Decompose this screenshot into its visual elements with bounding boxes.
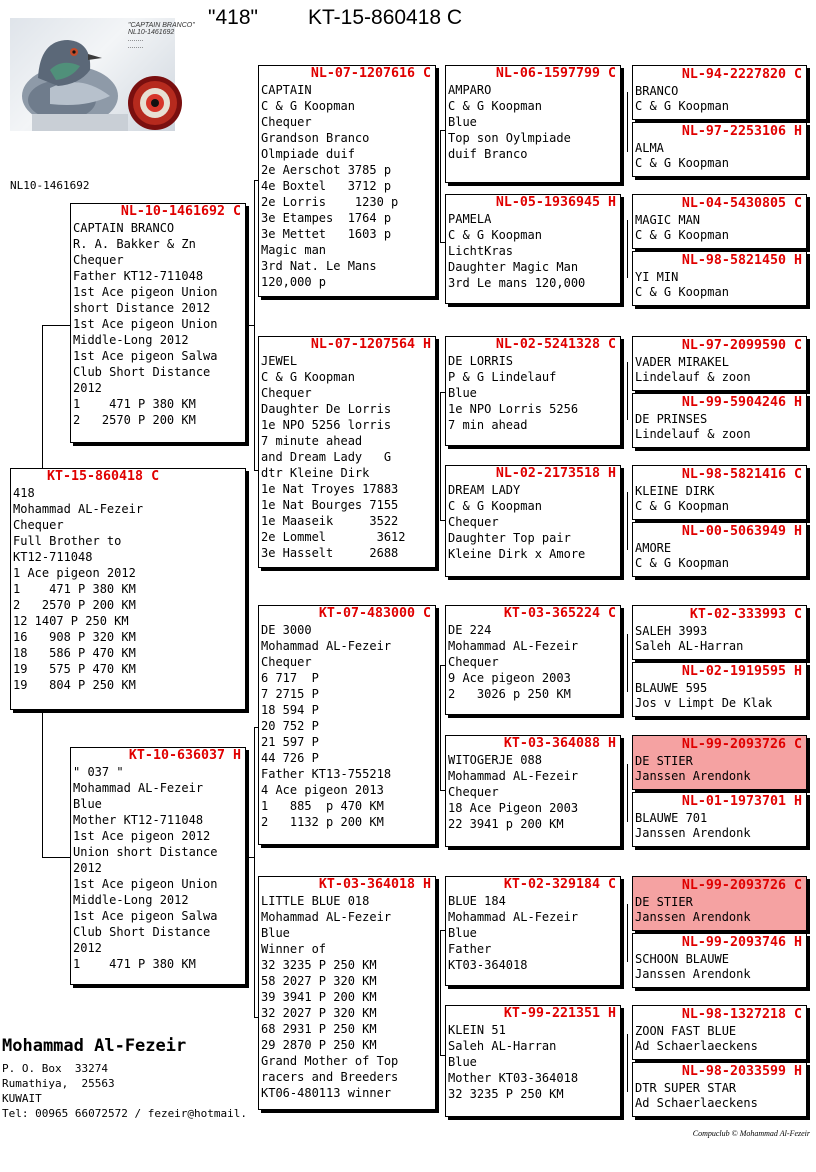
connector [627, 362, 628, 420]
detail-line: WITOGERJE 088 [448, 753, 542, 767]
detail-line: 2e Lorris 1230 p [261, 195, 399, 209]
detail-line: KT03-364018 [448, 958, 528, 972]
detail-line: DE LORRIS [448, 354, 514, 368]
detail-line: Chequer [448, 515, 499, 529]
detail-line: DE 3000 [261, 623, 312, 637]
detail-line: Club Short Distance [73, 925, 211, 939]
detail-line: Full Brother to [13, 534, 122, 548]
detail-line: Ad Schaerlaeckens [635, 1039, 758, 1053]
gen3-card [445, 605, 621, 715]
gen4-card-highlighted [632, 735, 807, 790]
pigeon-details [633, 624, 806, 654]
detail-line: 19 575 P 470 KM [13, 662, 136, 676]
detail-line: Daughter Magic Man [448, 260, 579, 274]
detail-line: racers and Breeders [261, 1070, 399, 1084]
detail-line: Blue [73, 797, 102, 811]
detail-line: C & G Koopman [261, 370, 355, 384]
connector [42, 325, 70, 326]
ring-number: KT-02-333993 C [689, 607, 802, 622]
ring-number: NL-00-5063949 H [681, 524, 802, 539]
detail-line: 2 2570 P 200 KM [13, 598, 136, 612]
pigeon-details [446, 1022, 620, 1102]
pigeon-details [11, 485, 245, 693]
pigeon-details [633, 681, 806, 711]
gen4-card [632, 251, 807, 306]
detail-line: Chequer [13, 518, 64, 532]
gen4-card [632, 65, 807, 120]
connector [254, 727, 255, 1017]
detail-line: C & G Koopman [635, 99, 729, 113]
connector [42, 710, 43, 858]
gen3-card [445, 1005, 621, 1117]
pigeon-details [259, 893, 435, 1101]
ring-number: KT-15-860418 C [47, 469, 160, 484]
pigeon-details [446, 752, 620, 832]
detail-line: Janssen Arendonk [635, 967, 751, 981]
ring-number: NL-05-1936945 H [495, 195, 616, 210]
detail-line: Top son Oylmpiade [448, 131, 571, 145]
detail-line: 7 min ahead [448, 418, 528, 432]
gen3-card [445, 194, 621, 304]
pigeon-details [633, 141, 806, 171]
detail-line: 1 885 p 470 KM [261, 799, 384, 813]
gen4-card [632, 465, 807, 520]
detail-line: Saleh AL-Harran [448, 1039, 557, 1053]
detail-line: C & G Koopman [635, 499, 729, 513]
connector [627, 634, 628, 692]
gen4-card [632, 522, 807, 577]
gen4-card [632, 1062, 807, 1117]
ring-number: NL-99-5904246 H [681, 395, 802, 410]
detail-line: Mohammad AL-Fezeir [261, 639, 392, 653]
detail-line: Father KT13-755218 [261, 767, 392, 781]
pigeon-details [633, 952, 806, 982]
detail-line: 1st Ace pigeon Union [73, 877, 218, 891]
connector [627, 1034, 628, 1092]
ring-number: KT-03-365224 C [503, 606, 616, 621]
detail-line: 1st Ace pigeon Salwa [73, 349, 218, 363]
detail-line: Janssen Arendonk [635, 910, 751, 924]
pigeon-details [633, 541, 806, 571]
pigeon-details [633, 84, 806, 114]
detail-line: Lindelauf & zoon [635, 427, 751, 441]
detail-line: Olmpiade duif [261, 147, 355, 161]
detail-line: CAPTAIN [261, 83, 312, 97]
detail-line: BLUE 184 [448, 894, 506, 908]
detail-line: AMORE [635, 541, 672, 555]
detail-line: 418 [13, 486, 35, 500]
breeder-name: Mohammad Al-Fezeir [2, 1036, 187, 1056]
ring-number: NL-98-5821416 C [681, 467, 802, 482]
detail-line: Mother KT03-364018 [448, 1071, 579, 1085]
photo-caption [128, 22, 195, 50]
detail-line: 44 726 P [261, 751, 319, 765]
gen3-card [445, 876, 621, 986]
detail-line: " 037 " [73, 765, 124, 779]
detail-line: Kleine Dirk x Amore [448, 547, 586, 561]
pigeon-details [446, 482, 620, 562]
gen3-card [445, 336, 621, 446]
pigeon-details [633, 213, 806, 243]
detail-line: SALEH 3993 [635, 624, 708, 638]
detail-line: 39 3941 P 200 KM [261, 990, 377, 1004]
gen4-card [632, 605, 807, 660]
connector [42, 857, 70, 858]
detail-line: Blue [261, 926, 290, 940]
detail-line: LITTLE BLUE 018 [261, 894, 370, 908]
detail-line: 32 3235 P 250 KM [448, 1087, 564, 1101]
detail-line: 1 471 P 380 KM [13, 582, 136, 596]
detail-line: 2e Lommel 3612 [261, 530, 406, 544]
detail-line: R. A. Bakker & Zn [73, 237, 196, 251]
detail-line: KLEINE DIRK [635, 484, 715, 498]
detail-line: Grandson Branco [261, 131, 370, 145]
pigeon-details [633, 1081, 806, 1111]
detail-line: short Distance 2012 [73, 301, 211, 315]
ring-number: NL-02-2173518 H [495, 466, 616, 481]
pedigree-ring: KT-15-860418 C [308, 6, 463, 29]
detail-line: 2 2570 P 200 KM [73, 413, 196, 427]
detail-line: 120,000 p [261, 275, 327, 289]
gen4-card [632, 1005, 807, 1060]
detail-line: 3rd Nat. Le Mans [261, 259, 377, 273]
pigeon-details [446, 893, 620, 973]
software-credit: Compuclub © Mohammad Al-Fezeir [692, 1129, 810, 1138]
detail-line: C & G Koopman [448, 228, 542, 242]
detail-line: Janssen Arendonk [635, 769, 751, 783]
pigeon-details [446, 82, 620, 162]
connector [627, 492, 628, 550]
pigeon-details [633, 355, 806, 385]
detail-line: PAMELA [448, 212, 492, 226]
detail-line: BLAUWE 595 [635, 681, 708, 695]
connector [440, 130, 441, 242]
detail-line: YI MIN [635, 270, 679, 284]
detail-line: Mohammad AL-Fezeir [448, 769, 579, 783]
detail-line: Chequer [261, 115, 312, 129]
detail-line: KT06-480113 winner [261, 1086, 392, 1100]
detail-line: Grand Mother of Top [261, 1054, 399, 1068]
photo-caption-line: NL10-1461692 [128, 29, 175, 36]
pigeon-details [633, 484, 806, 514]
detail-line: Blue [448, 926, 477, 940]
detail-line: 1st Ace pigeon Union [73, 285, 218, 299]
detail-line: 7 minute ahead [261, 434, 363, 448]
connector [440, 392, 441, 520]
detail-line: 22 3941 p 200 KM [448, 817, 564, 831]
ring-number: NL-01-1973701 H [681, 794, 802, 809]
detail-line: BRANCO [635, 84, 679, 98]
detail-line: 7 2715 P [261, 687, 319, 701]
detail-line: Winner of [261, 942, 327, 956]
detail-line: C & G Koopman [635, 156, 729, 170]
ring-number: NL-99-2093726 C [681, 878, 802, 893]
pigeon-details [633, 811, 806, 841]
detail-line: 18 586 P 470 KM [13, 646, 136, 660]
detail-line: 1 471 P 380 KM [73, 397, 196, 411]
detail-line: Magic man [261, 243, 327, 257]
detail-line: Lindelauf & zoon [635, 370, 751, 384]
detail-line: Blue [448, 386, 477, 400]
pigeon-details [633, 270, 806, 300]
detail-line: 19 804 P 250 KM [13, 678, 136, 692]
detail-line: 2012 [73, 381, 102, 395]
detail-line: 1st Ace pigeon Union [73, 317, 218, 331]
detail-line: C & G Koopman [261, 99, 355, 113]
detail-line: MAGIC MAN [635, 213, 701, 227]
pigeon-details [259, 353, 435, 561]
ring-number: KT-02-329184 C [503, 877, 616, 892]
detail-line: DE 224 [448, 623, 492, 637]
pigeon-details [633, 1024, 806, 1054]
detail-line: DE PRINSES [635, 412, 708, 426]
ring-number: NL-98-2033599 H [681, 1064, 802, 1079]
ring-number: NL-06-1597799 C [495, 66, 616, 81]
detail-line: 3e Hasselt 2688 [261, 546, 399, 560]
detail-line: 1 471 P 380 KM [73, 957, 196, 971]
detail-line: 20 752 P [261, 719, 319, 733]
detail-line: C & G Koopman [635, 285, 729, 299]
detail-line: 1 Ace pigeon 2012 [13, 566, 136, 580]
detail-line: Chequer [73, 253, 124, 267]
ring-number: NL-07-1207564 H [310, 337, 431, 352]
detail-line: 18 594 P [261, 703, 319, 717]
detail-line: KLEIN 51 [448, 1023, 506, 1037]
ring-number: NL-94-2227820 C [681, 67, 802, 82]
pigeon-details [259, 622, 435, 830]
ring-number: NL-99-2093746 H [681, 935, 802, 950]
detail-line: 9 Ace pigeon 2003 [448, 671, 571, 685]
detail-line: C & G Koopman [448, 99, 542, 113]
detail-line: Chequer [448, 655, 499, 669]
detail-line: 1e Nat Troyes 17883 [261, 482, 399, 496]
detail-line: LichtKras [448, 244, 514, 258]
detail-line: CAPTAIN BRANCO [73, 221, 175, 235]
gen3-card [445, 65, 621, 183]
pigeon-details [633, 754, 806, 784]
detail-line: 58 2027 P 320 KM [261, 974, 377, 988]
detail-line: 2012 [73, 861, 102, 875]
detail-line: 3rd Le mans 120,000 [448, 276, 586, 290]
detail-line: AMPARO [448, 83, 492, 97]
detail-line: 4e Boxtel 3712 p [261, 179, 392, 193]
connector [440, 930, 441, 1055]
detail-line: Mohammad AL-Fezeir [448, 639, 579, 653]
detail-line: Chequer [261, 386, 312, 400]
detail-line: DE STIER [635, 754, 693, 768]
connector [42, 325, 43, 470]
ring-number: NL-98-5821450 H [681, 253, 802, 268]
detail-line: Middle-Long 2012 [73, 333, 189, 347]
detail-line: VADER MIRAKEL [635, 355, 729, 369]
detail-line: Daughter Top pair [448, 531, 571, 545]
dam-sire-card [258, 605, 436, 845]
breeder-address: P. O. Box 33274 Rumathiya, 25563 KUWAIT Tel: 00965 66072572 / fezeir@hotmail. [2, 1062, 248, 1120]
detail-line: Middle-Long 2012 [73, 893, 189, 907]
detail-line: Mohammad AL-Fezeir [13, 502, 144, 516]
gen4-card [632, 662, 807, 717]
detail-line: DTR SUPER STAR [635, 1081, 737, 1095]
gen3-card [445, 465, 621, 577]
connector [627, 220, 628, 278]
detail-line: Blue [448, 1055, 477, 1069]
detail-line: C & G Koopman [635, 556, 729, 570]
detail-line: Chequer [448, 785, 499, 799]
detail-line: Ad Schaerlaeckens [635, 1096, 758, 1110]
ring-number: KT-10-636037 H [128, 748, 241, 763]
pigeon-details [633, 412, 806, 442]
ring-number: KT-03-364018 H [318, 877, 431, 892]
pigeon-details [71, 220, 245, 428]
detail-line: 68 2931 P 250 KM [261, 1022, 377, 1036]
gen4-card [632, 792, 807, 847]
detail-line: Mohammad AL-Fezeir [261, 910, 392, 924]
sire-dam-card [258, 336, 436, 568]
detail-line: 16 908 P 320 KM [13, 630, 136, 644]
detail-line: C & G Koopman [448, 499, 542, 513]
gen4-card [632, 194, 807, 249]
dam-dam-card [258, 876, 436, 1110]
pigeon-details [446, 211, 620, 291]
detail-line: 6 717 P [261, 671, 319, 685]
detail-line: Chequer [261, 655, 312, 669]
detail-line: ZOON FAST BLUE [635, 1024, 737, 1038]
detail-line: Blue [448, 115, 477, 129]
detail-line: DREAM LADY [448, 483, 521, 497]
ring-number: NL-02-5241328 C [495, 337, 616, 352]
ring-number: KT-07-483000 C [318, 606, 431, 621]
gen4-card [632, 122, 807, 177]
ring-number: KT-03-364088 H [503, 736, 616, 751]
detail-line: KT12-711048 [13, 550, 93, 564]
ring-number: NL-98-1327218 C [681, 1007, 802, 1022]
detail-line: Saleh AL-Harran [635, 639, 744, 653]
ring-number: NL-02-1919595 H [681, 664, 802, 679]
detail-line: dtr Kleine Dirk [261, 466, 370, 480]
gen4-card [632, 336, 807, 391]
detail-line: Father KT12-711048 [73, 269, 204, 283]
detail-line: 2 1132 p 200 KM [261, 815, 384, 829]
connector [627, 904, 628, 962]
ring-number: KT-99-221351 H [503, 1006, 616, 1021]
detail-line: 29 2870 P 250 KM [261, 1038, 377, 1052]
dam-card [70, 747, 246, 985]
photo-caption-line: "CAPTAIN BRANCO" [128, 22, 195, 29]
detail-line: Mohammad AL-Fezeir [73, 781, 204, 795]
pigeon-details [71, 764, 245, 972]
pigeon-details [259, 82, 435, 290]
detail-line: 32 2027 P 320 KM [261, 1006, 377, 1020]
detail-line: 4 Ace pigeon 2013 [261, 783, 384, 797]
detail-line: SCHOON BLAUWE [635, 952, 729, 966]
detail-line: 12 1407 P 250 KM [13, 614, 129, 628]
detail-line: Father [448, 942, 492, 956]
gen4-card-highlighted [632, 876, 807, 931]
pigeon-photo [10, 18, 195, 131]
sire-sire-card [258, 65, 436, 297]
connector [627, 92, 628, 152]
gen4-card [632, 393, 807, 448]
detail-line: 1st Ace pigeon 2012 [73, 829, 211, 843]
detail-line: 3e Mettet 1603 p [261, 227, 392, 241]
ring-number: NL-97-2099590 C [681, 338, 802, 353]
sire-card [70, 203, 246, 443]
detail-line: 1e Maaseik 3522 [261, 514, 399, 528]
detail-line: 32 3235 P 250 KM [261, 958, 377, 972]
photo-caption-line: ........ [128, 36, 144, 43]
detail-line: BLAUWE 701 [635, 811, 708, 825]
connector [440, 665, 441, 790]
pedigree-name: "418" [208, 6, 258, 29]
detail-line: P & G Lindelauf [448, 370, 557, 384]
pigeon-details [446, 353, 620, 433]
detail-line: Jos v Limpt De Klak [635, 696, 773, 710]
detail-line: 2e Aerschot 3785 p [261, 163, 392, 177]
pigeon-details [633, 895, 806, 925]
photo-caption-line: ........ [128, 43, 144, 50]
gen4-card [632, 933, 807, 988]
detail-line: Mother KT12-711048 [73, 813, 204, 827]
detail-line: Club Short Distance [73, 365, 211, 379]
sire-ring-label: NL10-1461692 [10, 179, 90, 192]
detail-line: C & G Koopman [635, 228, 729, 242]
ring-number: NL-04-5430805 C [681, 196, 802, 211]
detail-line: 1e NPO 5256 lorris [261, 418, 392, 432]
detail-line: duif Branco [448, 147, 528, 161]
ring-number: NL-97-2253106 H [681, 124, 802, 139]
connector [254, 180, 255, 470]
ring-number: NL-99-2093726 C [681, 737, 802, 752]
detail-line: 2 3026 p 250 KM [448, 687, 571, 701]
detail-line: DE STIER [635, 895, 693, 909]
detail-line: 3e Etampes 1764 p [261, 211, 392, 225]
connector [627, 764, 628, 822]
ring-number: NL-10-1461692 C [120, 204, 241, 219]
detail-line: Daughter De Lorris [261, 402, 392, 416]
detail-line: 2012 [73, 941, 102, 955]
detail-line: and Dream Lady G [261, 450, 392, 464]
detail-line: Janssen Arendonk [635, 826, 751, 840]
detail-line: Union short Distance [73, 845, 218, 859]
detail-line: 1e Nat Bourges 7155 [261, 498, 399, 512]
gen3-card [445, 735, 621, 847]
detail-line: 1e NPO Lorris 5256 [448, 402, 579, 416]
detail-line: 18 Ace Pigeon 2003 [448, 801, 579, 815]
subject-pigeon-card [10, 468, 246, 710]
ring-number: NL-07-1207616 C [310, 66, 431, 81]
detail-line: 21 597 P [261, 735, 319, 749]
detail-line: Mohammad AL-Fezeir [448, 910, 579, 924]
pigeon-details [446, 622, 620, 702]
detail-line: 1st Ace pigeon Salwa [73, 909, 218, 923]
detail-line: JEWEL [261, 354, 298, 368]
detail-line: ALMA [635, 141, 664, 155]
